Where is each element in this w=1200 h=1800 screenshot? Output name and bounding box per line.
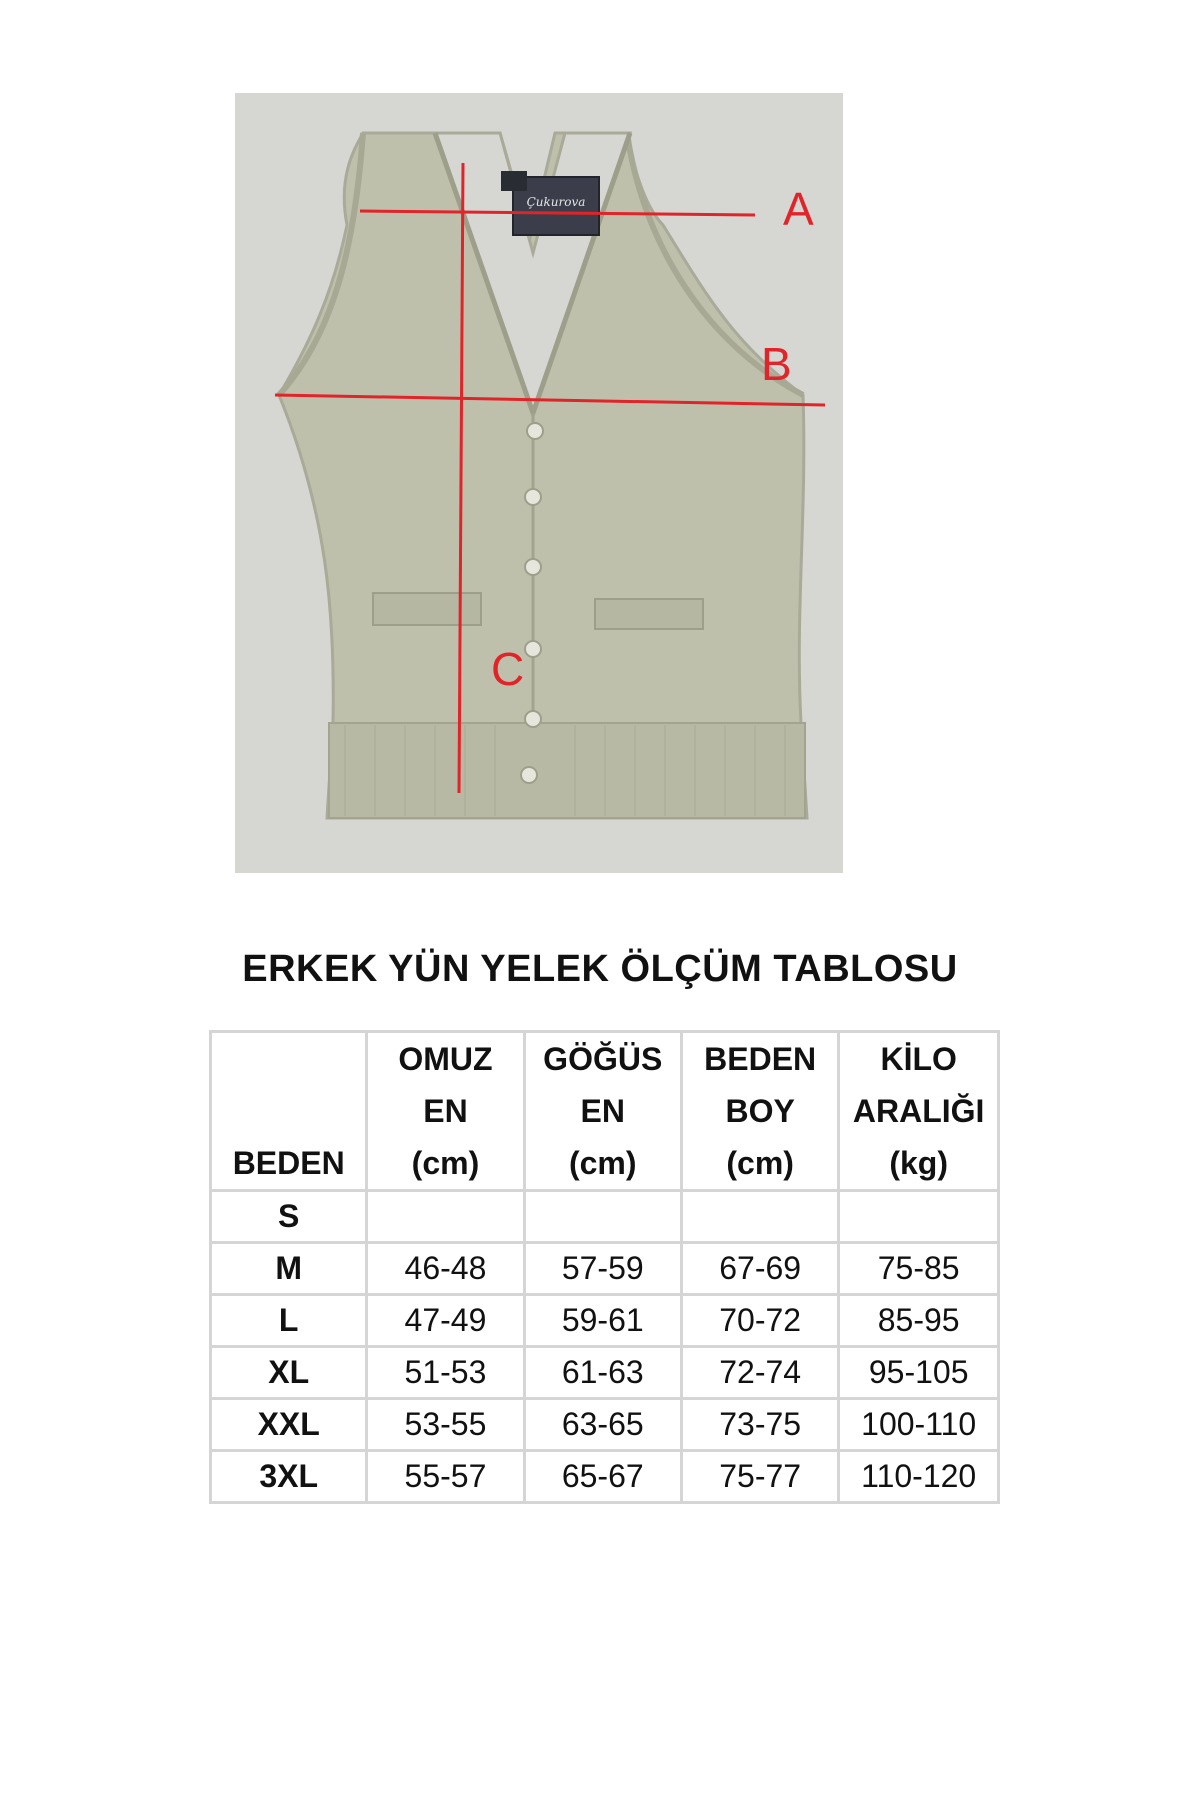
gogus-cell: 57-59 xyxy=(524,1243,681,1295)
size-cell: XL xyxy=(211,1347,367,1399)
vest-hem xyxy=(329,723,805,818)
gogus-cell: 61-63 xyxy=(524,1347,681,1399)
omuz-cell: 46-48 xyxy=(367,1243,524,1295)
omuz-cell: 51-53 xyxy=(367,1347,524,1399)
vest-button xyxy=(525,711,541,727)
kilo-cell: 110-120 xyxy=(839,1451,999,1503)
kilo-cell: 85-95 xyxy=(839,1295,999,1347)
measure-label-b: B xyxy=(761,338,792,390)
header-beden-boy: BEDEN BOY (cm) xyxy=(681,1032,838,1191)
kilo-cell: 75-85 xyxy=(839,1243,999,1295)
vest-button xyxy=(525,641,541,657)
gogus-cell xyxy=(524,1191,681,1243)
omuz-cell xyxy=(367,1191,524,1243)
kilo-cell: 100-110 xyxy=(839,1399,999,1451)
size-cell: 3XL xyxy=(211,1451,367,1503)
vest-photo xyxy=(235,93,843,873)
omuz-cell: 55-57 xyxy=(367,1451,524,1503)
vest-button xyxy=(521,767,537,783)
header-omuz-en: OMUZ EN (cm) xyxy=(367,1032,524,1191)
table-row xyxy=(211,1191,999,1243)
gogus-cell: 59-61 xyxy=(524,1295,681,1347)
size-cell: M xyxy=(211,1243,367,1295)
size-cell: L xyxy=(211,1295,367,1347)
boy-cell: 70-72 xyxy=(681,1295,838,1347)
size-cell: S xyxy=(211,1191,367,1243)
omuz-cell: 53-55 xyxy=(367,1399,524,1451)
measure-label-c: C xyxy=(491,643,525,695)
boy-cell: 67-69 xyxy=(681,1243,838,1295)
vest-button xyxy=(525,559,541,575)
vest-button xyxy=(527,423,543,439)
size-table xyxy=(209,1030,1000,1504)
table-row xyxy=(211,1399,999,1451)
table-row xyxy=(211,1243,999,1295)
vest-button xyxy=(525,489,541,505)
size-cell: XXL xyxy=(211,1399,367,1451)
boy-cell: 75-77 xyxy=(681,1451,838,1503)
omuz-cell: 47-49 xyxy=(367,1295,524,1347)
vest-pocket-left xyxy=(373,593,481,625)
gogus-cell: 65-67 xyxy=(524,1451,681,1503)
header-beden: BEDEN xyxy=(211,1032,367,1191)
page-title: ERKEK YÜN YELEK ÖLÇÜM TABLOSU xyxy=(242,948,958,990)
kilo-cell: 95-105 xyxy=(839,1347,999,1399)
boy-cell xyxy=(681,1191,838,1243)
vest-pocket-right xyxy=(595,599,703,629)
table-row xyxy=(211,1295,999,1347)
brand-tag-text: Çukurova xyxy=(526,195,586,209)
boy-cell: 73-75 xyxy=(681,1399,838,1451)
header-gogus-en: GÖĞÜS EN (cm) xyxy=(524,1032,681,1191)
table-row xyxy=(211,1347,999,1399)
kilo-cell xyxy=(839,1191,999,1243)
measure-label-a: A xyxy=(783,183,814,235)
boy-cell: 72-74 xyxy=(681,1347,838,1399)
gogus-cell: 63-65 xyxy=(524,1399,681,1451)
brand-tag xyxy=(501,171,599,235)
table-header-row xyxy=(211,1032,999,1191)
table-row xyxy=(211,1451,999,1503)
header-kilo-araligi: KİLO ARALIĞI (kg) xyxy=(839,1032,999,1191)
vest-illustration xyxy=(235,93,843,873)
